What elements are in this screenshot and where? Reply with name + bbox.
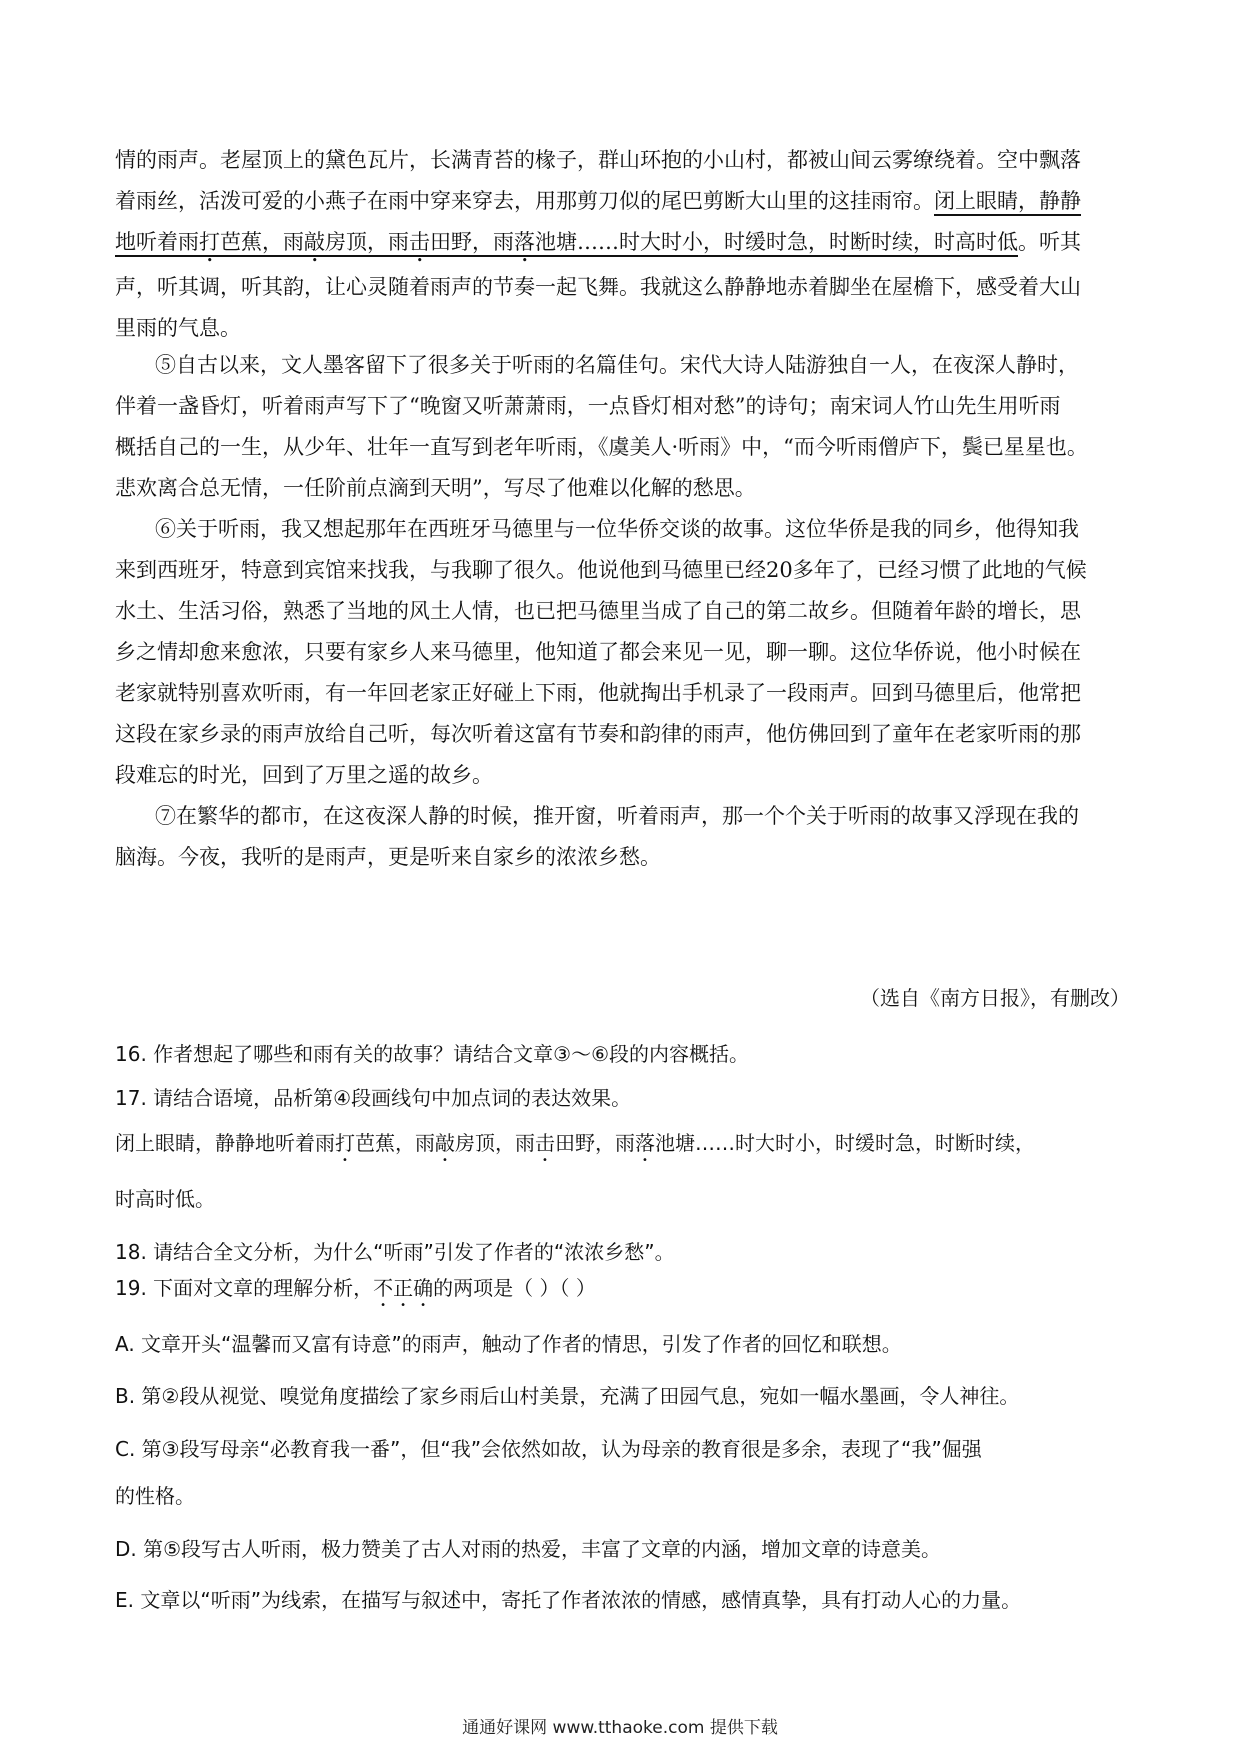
- question-17-quote-end: 时高时低。: [115, 1187, 215, 1211]
- p4-line-4: 声，听其调，听其韵，让心灵随着雨声的节奏一起飞舞。我就这么静静地赤着脚坐在屋檐下，感受着大山: [115, 275, 1081, 299]
- option-e: E. 文章以“听雨”为线索，在描写与叙述中，寄托了作者浓浓的情感，感情真挚，具有打动人心的力量。: [115, 1588, 1022, 1612]
- p5-line-3: 概括自己的一生，从少年、壮年一直写到老年听雨，《虞美人·听雨》中，“而今听雨僧庐下，鬓已星星也。: [115, 435, 1088, 459]
- p4-line-3: [115, 222, 1130, 267]
- paragraph-6: [115, 509, 1130, 796]
- question-19: [115, 1272, 1130, 1311]
- dotted-word-buzhengque: 不正确: [373, 1276, 434, 1300]
- option-a: A. 文章开头“温馨而又富有诗意”的雨声，触动了作者的情思，引发了作者的回忆和联想。: [115, 1332, 902, 1356]
- p4-line-3-tail: 。听其: [1018, 230, 1081, 254]
- underlined-text: 池塘……时大时小，时缓时急，时断时续，时高时低: [535, 230, 1018, 254]
- p6-line-5: 老家就特别喜欢听雨，有一年回老家正好碰上下雨，他就掏出手机录了一段雨声。回到马德里后，他常把: [115, 681, 1081, 705]
- dotted-word-luo: 落: [635, 1131, 655, 1155]
- p4-line-1: 情的雨声。老屋顶上的黛色瓦片，长满青苔的椽子，群山环抱的小山村，都被山间云雾缭绕着。空中飘落: [115, 148, 1081, 172]
- p6-line-7: 段难忘的时光，回到了万里之遥的故乡。: [115, 763, 493, 787]
- question-17-quote: [115, 1127, 1130, 1166]
- option-d: D. 第⑤段写古人听雨，极力赞美了古人对雨的热爱，丰富了文章的内涵，增加文章的诗意美。: [115, 1537, 942, 1561]
- dotted-word-qiao: 敲: [304, 230, 325, 254]
- question-19-text: 19. 下面对文章的理解分析，: [115, 1276, 374, 1300]
- question-19-blanks: 的两项是（ ）（ ）: [433, 1276, 596, 1300]
- paragraph-5: [115, 345, 1130, 509]
- underlined-text: 房顶，雨: [325, 230, 409, 254]
- p4-line-5: 里雨的气息。: [115, 316, 241, 340]
- p6-line-2: 来到西班牙，特意到宾馆来找我，与我聊了很久。他说他到马德里已经20多年了，已经习惯了此地的气候: [115, 558, 1087, 582]
- question-18: 18. 请结合全文分析，为什么“听雨”引发了作者的“浓浓乡愁”。: [115, 1240, 675, 1264]
- paragraph-7: [115, 796, 1130, 878]
- dotted-word-ji: 击: [535, 1131, 555, 1155]
- quote-text: 闭上眼睛，静静地听着雨: [115, 1131, 335, 1155]
- option-c: C. 第③段写母亲“必教育我一番”，但“我”会依然如故，认为母亲的教育很是多余，表现了“我”倔强: [115, 1437, 982, 1461]
- paragraph-4: [115, 140, 1130, 349]
- question-17: 17. 请结合语境，品析第④段画线句中加点词的表达效果。: [115, 1086, 632, 1110]
- quote-text: 房顶，雨: [455, 1131, 535, 1155]
- option-c-continued: 的性格。: [115, 1484, 195, 1508]
- question-16: 16. 作者想起了哪些和雨有关的故事？请结合文章③～⑥段的内容概括。: [115, 1042, 750, 1066]
- source-citation: （选自《南方日报》，有删改）: [860, 986, 1130, 1010]
- dotted-word-da: 打: [199, 230, 220, 254]
- quote-text: 池塘……时大时小，时缓时急，时断时续，: [655, 1131, 1035, 1155]
- dotted-word-luo: 落: [514, 230, 535, 254]
- p4-line-2: [115, 181, 1130, 222]
- quote-text: 芭蕉，雨: [355, 1131, 435, 1155]
- underlined-text: 地听着雨: [115, 230, 199, 254]
- p4-line-2-text: 着雨丝，活泼可爱的小燕子在雨中穿来穿去，用那剪刀似的尾巴剪断大山里的这挂雨帘。: [115, 189, 934, 213]
- p5-line-4: 悲欢离合总无情，一任阶前点滴到天明”，写尽了他难以化解的愁思。: [115, 476, 756, 500]
- p5-line-2: 伴着一盏昏灯，听着雨声写下了“晚窗又听萧萧雨，一点昏灯相对愁”的诗句；南宋词人竹山先生用听雨: [115, 394, 1061, 418]
- p5-line-1: ⑤自古以来，文人墨客留下了很多关于听雨的名篇佳句。宋代大诗人陆游独自一人，在夜深人静时，: [155, 353, 1079, 377]
- underlined-sentence-start: 闭上眼睛，静静: [934, 189, 1081, 213]
- underlined-text: 田野，雨: [430, 230, 514, 254]
- footer-watermark: 通通好课网 www.tthaoke.com 提供下载: [462, 1718, 778, 1738]
- p6-line-3: 水土、生活习俗，熟悉了当地的风土人情，也已把马德里当成了自己的第二故乡。但随着年龄的增长，思: [115, 599, 1081, 623]
- p6-line-1: ⑥关于听雨，我又想起那年在西班牙马德里与一位华侨交谈的故事。这位华侨是我的同乡，他得知我: [155, 517, 1079, 541]
- quote-text: 田野，雨: [555, 1131, 635, 1155]
- underlined-text: 芭蕉，雨: [220, 230, 304, 254]
- p7-line-1: ⑦在繁华的都市，在这夜深人静的时候，推开窗，听着雨声，那一个个关于听雨的故事又浮现在我的: [155, 804, 1079, 828]
- p6-line-4: 乡之情却愈来愈浓，只要有家乡人来马德里，他知道了都会来见一见，聊一聊。这位华侨说，他小时候在: [115, 640, 1081, 664]
- dotted-word-qiao: 敲: [435, 1131, 455, 1155]
- underlined-sentence: [115, 230, 1018, 254]
- option-b: B. 第②段从视觉、嗅觉角度描绘了家乡雨后山村美景，充满了田园气息，宛如一幅水墨画，令人神往。: [115, 1384, 1020, 1408]
- p6-line-6: 这段在家乡录的雨声放给自己听，每次听着这富有节奏和韵律的雨声，他仿佛回到了童年在老家听雨的那: [115, 722, 1081, 746]
- dotted-word-ji: 击: [409, 230, 430, 254]
- p7-line-2: 脑海。今夜，我听的是雨声，更是听来自家乡的浓浓乡愁。: [115, 845, 661, 869]
- dotted-word-da: 打: [335, 1131, 355, 1155]
